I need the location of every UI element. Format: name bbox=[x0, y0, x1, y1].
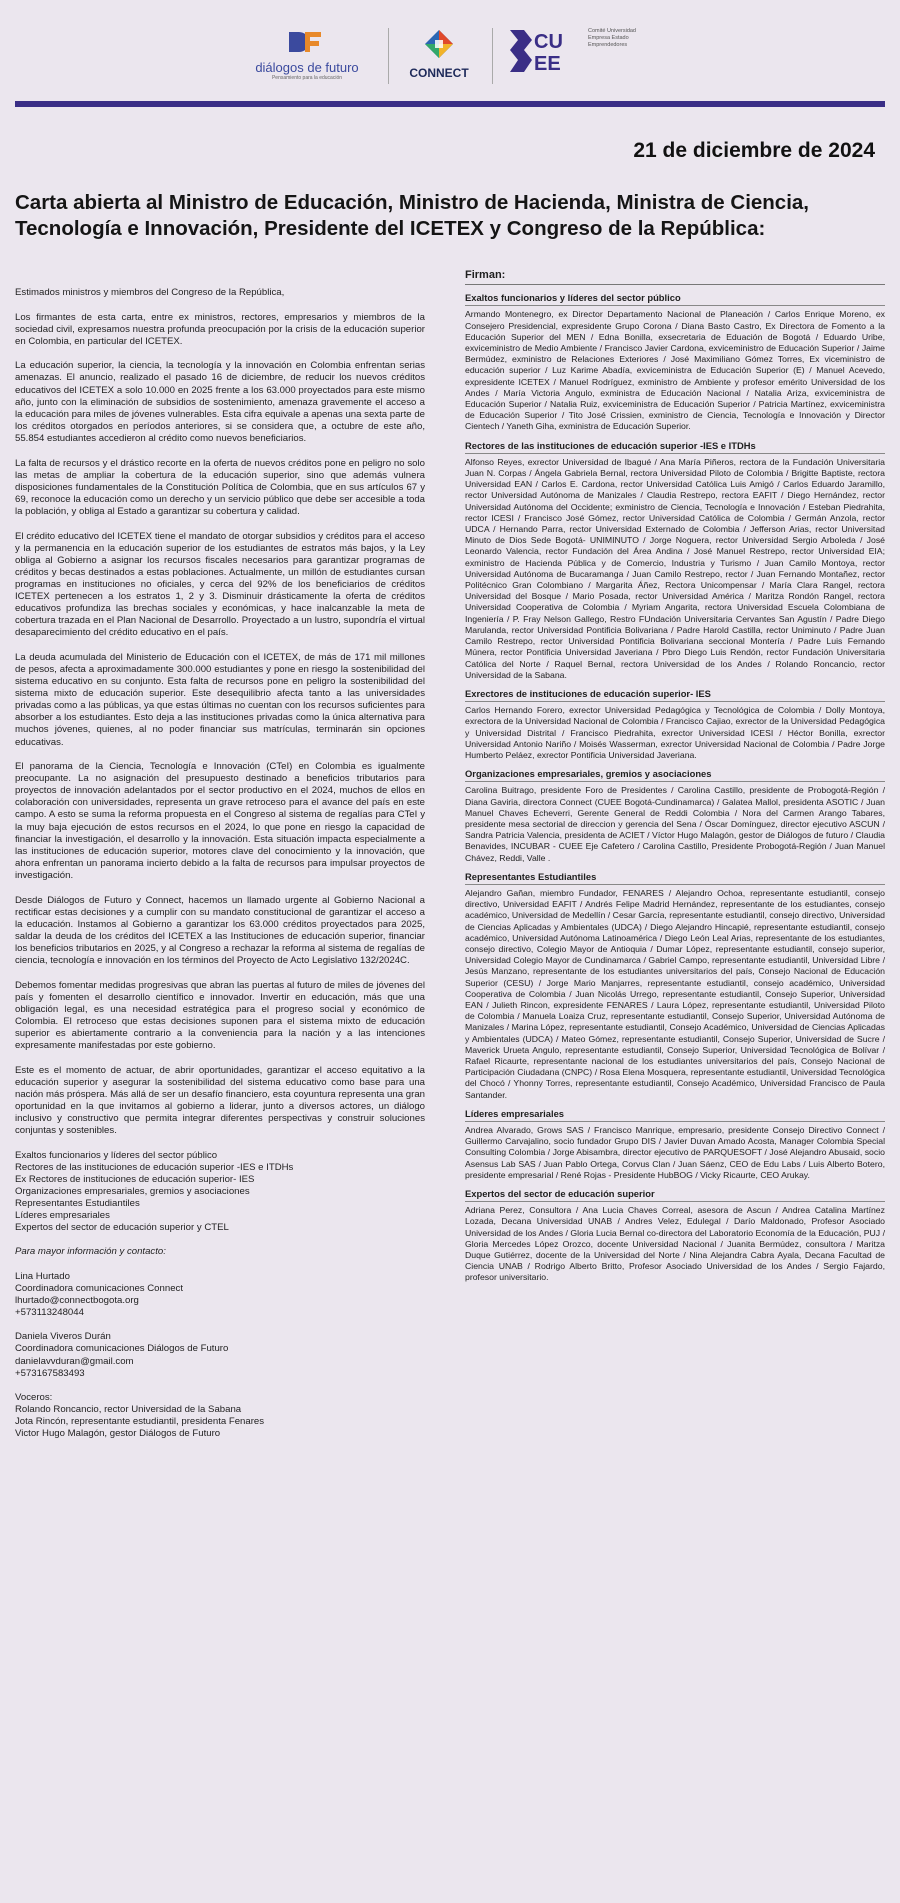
signatories-heading: Firman: bbox=[465, 270, 885, 285]
letter-body bbox=[15, 287, 425, 1440]
body-paragraph: Este es el momento de actuar, de abrir oportunidades, garantizar el acceso equitativo a la educación superior y asegurar la sostenibilidad del sistema educativo como base para una nación más próspera. Más allá de ser un desafío financiero, esta coyuntura representa una gran oportunidad en la que invitamos al gobierno a liderar, junto a diversos actores, un diálogo inclusivo y constructivo que permita integrar diferentes perspectivas y construir soluciones conjuntas y sostenibles. bbox=[15, 1064, 425, 1137]
group-item: Expertos del sector de educación superior y CTEL bbox=[15, 1222, 229, 1234]
body-paragraph: El panorama de la Ciencia, Tecnología e Innovación (CTeI) en Colombia es igualmente preocupante. La no asignación del presupuesto destinado a beneficios tributarios para proyectos de innovación adelantados por el sector productivo en el 2024, muchos de ellos en colaboración con universidades, representa un grave retroceso para el avance del país en este campo. A esto se suma la reforma propuesta en el Congreso al sistema de regalías para CTeI y la muy baja ejecución de estos recursos en el 2024, lo que pone en riesgo la capacidad de financiar la investigación, el desarrollo y la innovación. Esta situación impacta especialmente a las instituciones de educación superior, motores clave del conocimiento y la innovación, que ahora enfrentan un panorama incierto debido a la falta de recursos para impulsar proyectos de investigación. bbox=[15, 761, 425, 881]
section-heading: Exaltos funcionarios y líderes del sector público bbox=[465, 292, 885, 306]
group-item: Organizaciones empresariales, gremios y asociaciones bbox=[15, 1186, 250, 1197]
contact-name: Lina Hurtado bbox=[15, 1270, 70, 1282]
dialogos-logo-name: diálogos de futuro bbox=[255, 60, 359, 75]
contact-email: danielavvduran@gmail.com bbox=[15, 1355, 134, 1367]
logo-bar bbox=[0, 22, 900, 90]
signatories-list: Adriana Perez, Consultora / Ana Lucia Chaves Correal, asesora de Ascun / Andrea Catalina Martínez Lozada, Decana Universidad UNAB / Andres Velez, Edulegal / Darío Maldonado, Profesor Asociado Universidad de los Andes / Gloria Lucia Bernal co-directora del Laboratorio Economía de la Educación, PUJ / Gloria Mercedes López Orozco, docente Universidad Nacional / Juanita Bermúdez, consultora / Maritza Duque Gutiérrez, docente de la Universidad del Norte / Nina Alejandra Cabra Ayala, Decana Facultad de Ciencia UNAB / Rodrigo Alberto Britto, Profesor Asociado Universidad de los Andes / Sergio Fajardo, profesor universitario. bbox=[465, 1205, 885, 1283]
section-heading: Representantes Estudiantiles bbox=[465, 871, 885, 885]
vocero: Rolando Roncancio, rector Universidad de la Sabana bbox=[15, 1403, 242, 1415]
signatories-list: Alejandro Gañan, miembro Fundador, FENARES / Alejandro Ochoa, representante estudiantil, consejo directivo, Universidad EAFIT / Andrés Felipe Madrid Hernández, representante de los estudiantes, consejo académico, Universidad de Medellín / Cesar García, representante estudiantil, consejo directivo, Universidad de Ciencias Aplicadas y Ambientales (UDCA) / Diego Alejandro Hincapié, representante estudiantil, consejo académico, Universidad Autónoma Latinoamérica / Diego León Leal Arias, representante de los estudiantes, consejo directivo, Colegio Mayor de Antioquia / Dumar López, representante estudiantil, consejo superior, Universidad Colegio Mayor de Cundinamarca / Gabriel Campo, representante estudiantil, Universidad Libre / Jesús Manzano, representante de los estudiantes universitarios del país, Consejo Nacional de Educación Superior (CESU) / Jorge Mario Manjarres, representante estudiantil, consejo académico, Universidad Cooperativa de Colombia / Juan Nicolás Urrego, representante estudiantil, Consejo Superior, Universidad EAN / Julieth Rincon, expresidente FENARES / Laura López, representante estudiantil, Universidad Piloto de Colombia / Manuela Loaiza Cruz, representante estudiantil, Consejo Superior, Universidad Autónoma de Manizales / Marina López, representante estudiantil, Consejo Académico, Universidad de Ciencias Aplicadas y Ambientales (UDCA) / Mateo Gómez, representante estudiantil, Consejo Superior, Universidad de Sucre / Maverick Urueta Angulo, representante estudiantil, Consejo Superior, Universidad Tecnológica de Bolívar / Rafael Ricaurte, representante nacional de los estudiantes universitarios del país, Consejo Nacional de Participación Ciudadana (CNPC) / Rosa Elena Mosquera, representante estudiantil, Universidad Tecnológica del Chocó / Yhonny Torres, representante estudiantil, Consejo Académico, Universidad Francisco de Paula Santander. bbox=[465, 887, 885, 1100]
vocero: Jota Rincón, representante estudiantil, presidenta Fenares bbox=[15, 1415, 265, 1427]
svg-text:EE: EE bbox=[534, 53, 561, 75]
group-item: Ex Rectores de instituciones de educación superior- IES bbox=[15, 1173, 255, 1185]
connect-logo-icon bbox=[423, 28, 455, 60]
contact-name: Daniela Viveros Durán bbox=[15, 1331, 111, 1343]
section-heading: Exrectores de instituciones de educación superior- IES bbox=[465, 688, 885, 702]
contact-email: lhurtado@connectbogota.org bbox=[15, 1295, 139, 1307]
logo-divider bbox=[388, 28, 389, 84]
contact-phone: +573167583493 bbox=[15, 1367, 85, 1379]
signatories-column bbox=[465, 270, 885, 1284]
svg-text:CU: CU bbox=[534, 31, 563, 53]
letter-title: Carta abierta al Ministro de Educación, Ministro de Hacienda, Ministra de Ciencia, Tecnología e Innovación, Presidente del ICETEX y Congreso de la República: bbox=[15, 191, 810, 240]
signatories-list: Carlos Hernando Forero, exrector Universidad Pedagógica y Tecnológica de Colombia / Dolly Montoya, exrectora de la Universidad Nacional de Colombia / Francisco Cajiao, exrector de la Universidad Pedagógica y Universidad Distrital / Francisco Piedrahita, exrector Universidad ICESI / Héctor Bonilla, exrector Universidad Antonio Nariño / Moisés Wasserman, exrector Universidad Nacional de Colombia / Padre Jorge Humberto Peláez, exrector Pontificia Universidad Javeriana. bbox=[465, 705, 885, 760]
voceros-block bbox=[15, 1392, 425, 1440]
group-item: Líderes empresariales bbox=[15, 1210, 110, 1222]
salutation: Estimados ministros y miembros del Congreso de la República, bbox=[15, 287, 285, 298]
signatories-list: Carolina Buitrago, presidente Foro de Presidentes / Carolina Castillo, presidente de Probogotá-Región / Diana Gaviria, directora Connect (CUEE Bogotá-Cundinamarca) / Galatea Mallol, presidenta ASOTIC / Juan Manuel Chaves Echeverri, Gerente General de Reddi Colombia / Nora del Carmen Arango Tabares, presidente mesa sectorial de direccion y gerencia del Sena / Óscar Domínguez, director ejecutivo ASCUN / Sandra Patricia Valencia, presidenta de ACIET / Víctor Hugo Malagón, gestor de Diálogos de futuro / Claudia Benavides, INCUBAR - CUEE Eje Cafetero / Carolina Castillo, Presidente Probogotá-Región / Juan Manuel Chávez, Reddi, Valle . bbox=[465, 785, 885, 863]
group-item: Rectores de las instituciones de educación superior -IES e ITDHs bbox=[15, 1161, 294, 1173]
voceros-heading: Voceros: bbox=[15, 1391, 53, 1403]
dialogos-logo-icon bbox=[285, 28, 325, 56]
section-heading: Líderes empresariales bbox=[465, 1108, 885, 1122]
body-paragraph: Desde Diálogos de Futuro y Connect, hacemos un llamado urgente al Gobierno Nacional a rectificar estas decisiones y a cumplir con su mandato constitucional de garantizar el acceso a la educación. Instamos al Gobierno a garantizar los 63.000 créditos proyectados para 2025, saldar la deuda de los créditos del ICETEX a las Instituciones de educación superior, financiar los beneficios tributarios en 2025, y al Congreso a rechazar la reforma al sistema de regalías de ciencia, tecnología e innovación en los términos del Proyecto de Acto Legislativo 132/2024C. bbox=[15, 894, 425, 966]
contact-block bbox=[15, 1331, 425, 1379]
body-paragraph: Los firmantes de esta carta, entre ex ministros, rectores, empresarios y miembros de la sociedad civil, expresamos nuestra profunda preocupación por la crisis de la educación superior en Colombia, en particular del ICETEX. bbox=[15, 311, 425, 347]
signatories-list: Alfonso Reyes, exrector Universidad de Ibagué / Ana María Piñeros, rectora de la Fundación Universitaria Juan N. Corpas / Ángela Gabriela Bernal, rectora Universidad Piloto de Colombia / Brigitte Baptiste, rectora Universidad EAN / Carlos E. Cardona, rector Universidad Católica Luis Amigó / Carlos Eduardo Jaramillo, rector Universidad Autónoma de Manizales / Claudia Restrepo, rectora EAFIT / Diego Hernández, rector Universidad Autónoma del Occidente; exministro de Ciencia, Tecnología e Innovación / Esteban Piedrahita, rector ICESI / Francisco José Gómez, rector Universidad Católica de Colombia / Germán Anzola, rector UDCA / Hernando Parra, rector Universidad Externado de Colombia / Jefferson Arias, rector Universitad Minuto de Dios Sede Bogotá- UNIMINUTO / Jorge Noguera, rector Universidad Sergio Arboleda / José Leonardo Valencia, rector Fundación del Área Andina / José Manuel Restrepo, rector Universidad EIA; exministro de Hacienda Pública y de Comercio, Industria y Turismo / Juan Camilo Montoya, rector Universidad Autónoma de Bucaramanga / Juan Camilo Restrepo, rector / Juan Fernando Montañez, rector Politécnico Gran Colombiano / Margarita Áñez, Rectora Unicompensar / María Clara Rangel, rectora Universidad del Bosque / Mario Posada, rector Universidad América / Maritza Rondón Rangel, rectora Universidad Cooperativa de Colombia / Myriam Angarita, rectora Universidad Escuela Colombiana de Ingeniería / P. Fray Nelson Gallego, Restro FUndación Universitaria Cervantes San Agustín / Padre Diego Marulanda, rector Universidad Pontificia Bolivariana / Padre Harold Castilla, rector Uniminuto / Padre Juan Camilo Restrepo, rector Universidad Pontificia Bolivariana seccional Montería / Padre Luis Fernando Múnera, rector Pontificia Universidad Javeriana / Pbro Diego Luis Rendón, rector Fundación Universitaria Católica del Norte / Raquel Bernal, rectora Universidad de los Andes / Rolando Roncancio, rector Universidad de la Sabana. bbox=[465, 456, 885, 680]
cuee-logo-icon bbox=[508, 26, 582, 76]
body-paragraph: La falta de recursos y el drástico recorte en la oferta de nuevos créditos pone en peligro no solo las metas de ampliar la cobertura de la educación superior, sino que además vulnera disposiciones fundamentales de la Constitución Política de Colombia, que en sus artículos 67 y 69, reconoce la educación como un derecho y un servicio público que debe ser accesible a toda la población, y obliga al Estado a garantizar su cobertura y calidad. bbox=[15, 457, 425, 517]
contact-role: Coordinadora comunicaciones Diálogos de Futuro bbox=[15, 1343, 229, 1355]
section-heading: Organizaciones empresariales, gremios y asociaciones bbox=[465, 768, 885, 782]
contact-phone: +573113248044 bbox=[15, 1307, 84, 1319]
dialogos-logo-tagline: Pensamiento para la educación bbox=[271, 75, 343, 81]
body-paragraph: La deuda acumulada del Ministerio de Educación con el ICETEX, de más de 171 mil millones de pesos, afecta a aproximadamente 300.000 estudiantes y pone en riesgo la sostenibilidad del sistema educativo en su conjunto. Esta falta de recursos pone en peligro la sostenibilidad del sistema mixto de educación superior. Este desequilibrio afecta tanto a las universidades privadas como a las públicas, ya que estas últimas no cuentan con los recursos suficientes para absorber a los estudiantes. Esto deja a las instituciones privadas como la única alternativa para muchos jóvenes, quienes, al no poder financiar sus matrículas, terminarán sin opciones educativas. bbox=[15, 651, 425, 748]
signatories-list: Armando Montenegro, ex Director Departamento Nacional de Planeación / Carlos Enrique Moreno, ex Consejero Presidencial, expresidente Grupo Corona / Diana Basto Castro, Ex Directora de Fomento a la Educación Superior del MEN / Edna Bonilla, exsecretaria de Eduación de Bogotá / Eduardo Uribe, exviceministro de Medio Ambiente / Francisco Javier Cardona, exviceministro de Educación Superior / Jaime Bermúdez, exministro de Relaciones Exteriores / José Maximiliano Gómez Torres, Ex viceministro de educación superior / Luz Karime Abadía, exviceministra de Educación Superior (E) / Manuel Acevedo, expresidente ICETEX / Manuel Rodríguez, exministro de Ambiente y profesor emérito Universidad de los Andes / María Victoria Angulo, exministra de Educación Nacional / Natalia Ariza, exviceministra de Educación Superior / Natalia Ruiz, exviceministra de Educación Superior / Patricia Martínez, exviceministra de Educación Superior / Tito José Crissien, exministro de Ciencia, Tecnología e Innovación y Director Cientech / Yaneth Giha, exministra de Educación Superior. bbox=[465, 309, 885, 432]
group-item: Exaltos funcionarios y líderes del sector público bbox=[15, 1149, 218, 1161]
body-paragraph: La educación superior, la ciencia, la tecnología y la innovación en Colombia enfrentan serias amenazas. El anuncio, realizado el pasado 16 de diciembre, de reducir los nuevos créditos educativos del ICETEX a solo 10.000 en 2025 frente a los 63.000 proyectados para este mismo año, junto con la eliminación de subsidios de sostenimiento, amenaza gravemente el acceso a la educación para miles de jóvenes vulnerables. Esta cifra equivale a apenas una sexta parte de los créditos otorgados en períodos anteriores, si se considera que, a octubre de este año, 55.854 estudiantes accedieron al crédito como nuevos beneficiarios. bbox=[15, 360, 425, 444]
body-paragraph: El crédito educativo del ICETEX tiene el mandato de otorgar subsidios y créditos para el acceso y la permanencia en la educación superior de los estudiantes de estratos más bajos, y la Ley obliga al Gobierno a asignar los recursos fiscales necesarios para garantizar programas de créditos y becas destinados a estas poblaciones. Actualmente, un millón de estudiantes cursan programas en instituciones no oficiales, y cerca del 92% de los beneficiarios de créditos ICETEX pertenecen a los estratos 1, 2 y 3. Disminuir drásticamente la oferta de créditos educativos profundiza las brechas sociales y económicas, y hace inalcanzable la meta de cobertura trazada en el Plan Nacional de Desarrollo. Proyectado a un lustro, supondría el virtual desaparecimiento del crédito educativo en el país. bbox=[15, 530, 425, 639]
signatories-list: Andrea Alvarado, Grows SAS / Francisco Manrique, empresario, presidente Consejo Directivo Connect / Guillermo Carvajalino, socio fundador Grupo DIS / Javier Duvan Amado Acosta, Manager Colombia Special Consulting Colombia / Jorge Abisambra, director ejecutivo de PARQUESOFT / José Alejandro Abusaid, socio Asensus Lab SAS / Juan Pablo Ortega, Corvus Clan / Juan Sáenz, CEO de Edu Labs / Luis Alberto Botero, presidente empresarial / René Rojas - Presidente HubBOG / Vicky Ricaurte, CEO Arukay. bbox=[465, 1125, 885, 1180]
body-paragraph: Debemos fomentar medidas progresivas que abran las puertas al futuro de miles de jóvenes del país y fomenten el desarrollo científico e innovador. Invertir en educación, más que una obligación legal, es una necesidad estratégica para el progreso social y económico de Colombia. El retroceso que estas decisiones suponen para el sistema mixto de educación superior es abiertamente contrario a la conveniencia para la nación y a las intenciones expresamente manifestadas por este gobierno. bbox=[15, 979, 425, 1052]
header-rule bbox=[15, 101, 885, 107]
letter-date: 21 de diciembre de 2024 bbox=[633, 139, 875, 162]
contact-heading: Para mayor información y contacto: bbox=[15, 1246, 166, 1258]
vocero: Victor Hugo Malagón, gestor Diálogos de Futuro bbox=[15, 1428, 221, 1439]
group-item: Representantes Estudiantiles bbox=[15, 1198, 140, 1210]
connect-logo-name: CONNECT bbox=[409, 66, 469, 80]
logo-divider bbox=[492, 28, 493, 84]
signatory-groups-list bbox=[15, 1150, 425, 1235]
section-heading: Rectores de las instituciones de educación superior -IES e ITDHs bbox=[465, 440, 885, 454]
section-heading: Expertos del sector de educación superior bbox=[465, 1188, 885, 1202]
cuee-logo-text: Comité Universidad Empresa Estado Emprendedores bbox=[588, 28, 636, 48]
contact-role: Coordinadora comunicaciones Connect bbox=[15, 1283, 183, 1295]
contact-block bbox=[15, 1271, 425, 1319]
